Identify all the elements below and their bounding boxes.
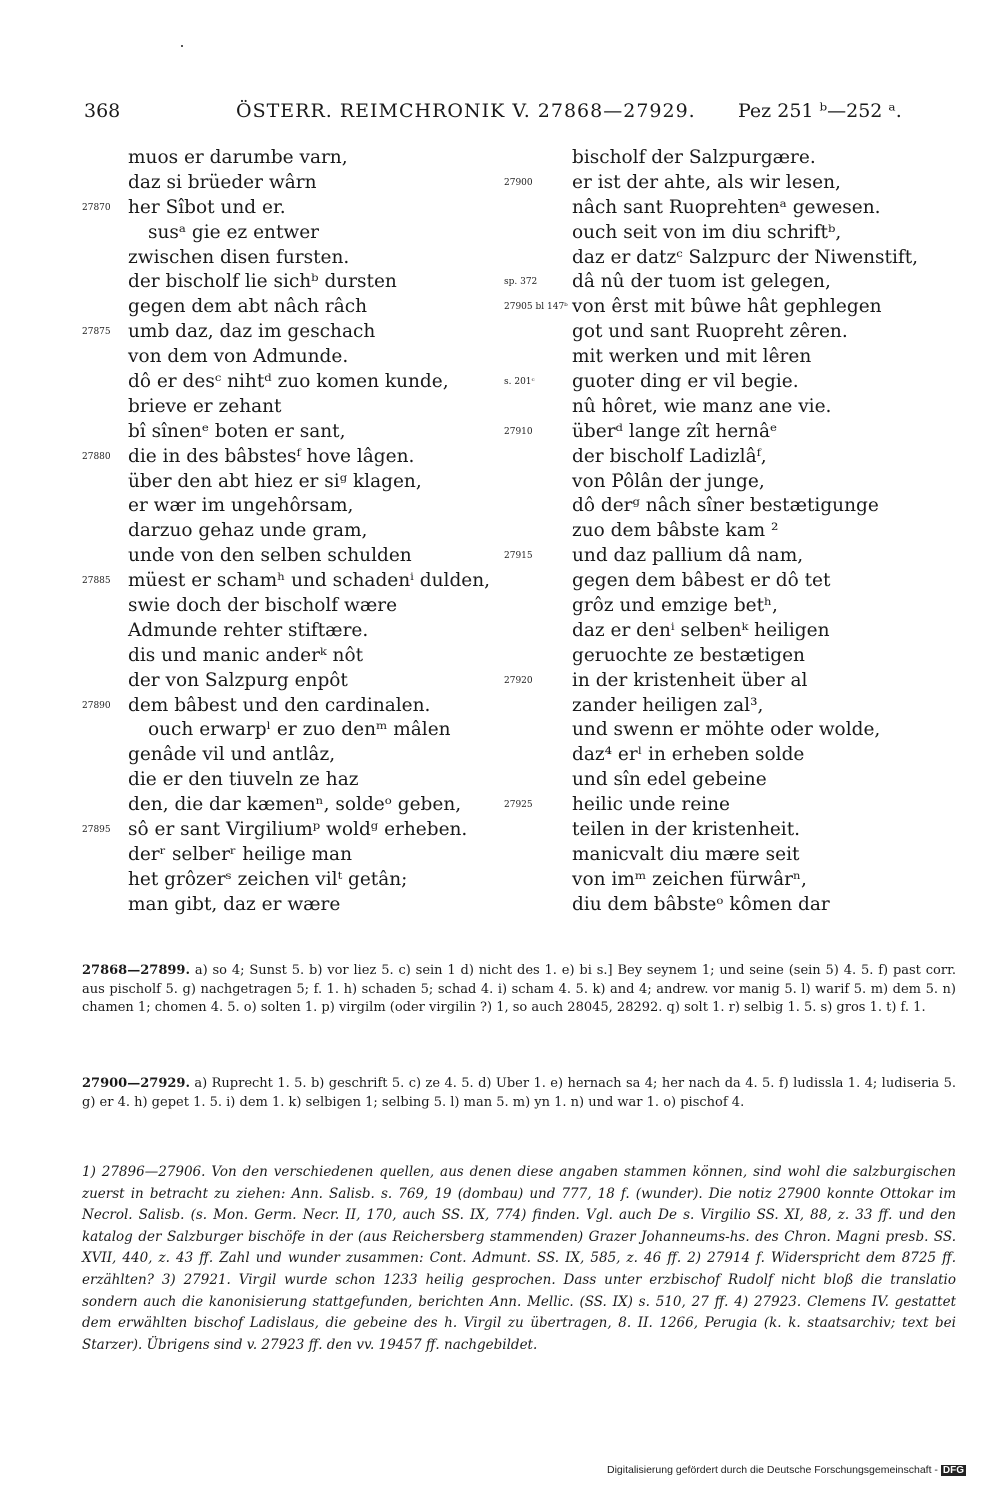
line-number: 27920 — [504, 675, 533, 686]
line-number: 27870 — [82, 202, 111, 213]
verse-line — [504, 569, 924, 594]
verse-line — [504, 196, 924, 221]
verse-line — [504, 619, 924, 644]
verse-line — [82, 893, 502, 918]
verse-text: und swenn er möhte oder wolde, — [572, 719, 881, 741]
verse-text: von imᵐ zeichen fürwârⁿ, — [572, 868, 807, 890]
apparatus-range: 27868—27899. — [82, 963, 190, 978]
verse-text: dô er desᶜ nihtᵈ zuo komen kunde, — [128, 371, 449, 393]
line-number: 27905 bl 147ᵇ — [504, 302, 568, 313]
verse-text: der bischolf lie sichᵇ dursten — [128, 271, 397, 293]
line-number: 27915 — [504, 551, 533, 562]
line-number: sp. 372 — [504, 277, 538, 288]
verse-text: Admunde rehter stiftære. — [128, 619, 369, 641]
verse-text: daz si brüeder wârn — [128, 171, 317, 193]
line-number: 27875 — [82, 327, 111, 338]
verse-line — [82, 818, 502, 843]
verse-text: zuo dem bâbste kam ² — [572, 520, 779, 542]
right-verse-column — [504, 146, 924, 918]
verse-line — [504, 768, 924, 793]
verse-line — [504, 868, 924, 893]
verse-line — [504, 445, 924, 470]
verse-line — [504, 146, 924, 171]
digitization-credit — [607, 1464, 966, 1476]
verse-line — [504, 644, 924, 669]
line-number: s. 201ᶜ — [504, 377, 535, 388]
verse-line — [82, 270, 502, 295]
verse-text: muos er darumbe varn, — [128, 147, 348, 168]
verse-line — [82, 793, 502, 818]
verse-line — [504, 171, 924, 196]
verse-text: der bischolf Ladizlâᶠ, — [572, 445, 767, 467]
verse-text: swie doch der bischolf wære — [128, 595, 398, 617]
verse-line — [504, 246, 924, 271]
verse-line — [504, 295, 924, 320]
verse-line — [504, 893, 924, 918]
verse-text: die er den tiuveln ze haz — [128, 769, 359, 791]
verse-text: derʳ selberʳ heilige man — [128, 843, 353, 865]
verse-line — [82, 718, 502, 743]
verse-line — [504, 594, 924, 619]
verse-text: grôz und emzige betʰ, — [572, 595, 778, 617]
verse-line — [82, 445, 502, 470]
verse-line — [82, 843, 502, 868]
verse-text: nû hôret, wie manz ane vie. — [572, 395, 832, 417]
verse-text: gegen dem abt nâch râch — [128, 296, 368, 318]
verse-text: manicvalt diu mære seit — [572, 843, 800, 865]
verse-text: daz⁴ erˡ in erheben solde — [572, 744, 805, 766]
verse-line — [82, 619, 502, 644]
verse-line — [82, 370, 502, 395]
verse-line — [82, 345, 502, 370]
verse-text: umb daz, daz im geschach — [128, 321, 376, 343]
verse-text: ouch seit von im diu schriftᵇ, — [572, 221, 842, 243]
verse-text: mit werken und mit lêren — [572, 346, 812, 368]
verse-line — [504, 519, 924, 544]
verse-line — [82, 320, 502, 345]
verse-line — [504, 544, 924, 569]
verse-line — [82, 196, 502, 221]
verse-text: in der kristenheit über al — [572, 669, 808, 691]
verse-line — [504, 818, 924, 843]
verse-line — [82, 544, 502, 569]
verse-text: dâ nû der tuom ist gelegen, — [572, 271, 831, 293]
verse-line — [82, 594, 502, 619]
verse-text: nâch sant Ruoprehtenᵃ gewesen. — [572, 196, 881, 218]
verse-text: von dem von Admunde. — [128, 346, 349, 368]
verse-line — [504, 793, 924, 818]
page-header — [84, 100, 924, 128]
verse-text: er wær im ungehôrsam, — [128, 495, 354, 517]
verse-line — [504, 743, 924, 768]
verse-text: her Sîbot und er. — [128, 196, 286, 218]
verse-line — [504, 470, 924, 495]
verse-text: von Pôlân der junge, — [572, 470, 765, 492]
verse-text: unde von den selben schulden — [128, 545, 412, 567]
verse-text: er ist der ahte, als wir lesen, — [572, 171, 841, 193]
verse-text: heilic unde reine — [572, 794, 730, 816]
verse-line — [504, 270, 924, 295]
verse-text: ouch erwarpˡ er zuo denᵐ mâlen — [148, 719, 451, 741]
verse-text: dis und manic anderᵏ nôt — [128, 644, 364, 666]
verse-line — [82, 246, 502, 271]
verse-line — [82, 644, 502, 669]
verse-text: bî sînenᵉ boten er sant, — [128, 420, 346, 442]
apparatus-text: a) Ruprecht 1. 5. b) geschrift 5. c) ze 4. 5. d) Uber 1. e) hernach sa 4; her nach da 4. 5. f) ludissla 1. 4; ludiseria 5. g) er 4. h) gepet 1. 5. i) dem 1. k) selbigen 1; selbing 5. l) man 5. m) yn 1. n) und war 1. o) pischof 4. — [82, 1076, 956, 1110]
verse-text: überᵈ lange zît hernâᵉ — [572, 420, 778, 442]
verse-text: diu dem bâbsteᵒ kômen dar — [572, 893, 830, 915]
verse-text: dem bâbest und den cardinalen. — [128, 694, 431, 716]
line-number: 27880 — [82, 451, 111, 462]
pez-reference: Pez 251 ᵇ—252 ᵃ. — [738, 100, 902, 122]
verse-line — [82, 146, 502, 171]
verse-line — [82, 569, 502, 594]
verse-line — [82, 395, 502, 420]
verse-line — [82, 694, 502, 719]
verse-line — [504, 370, 924, 395]
verse-text: het grôzerˢ zeichen vilᵗ getân; — [128, 868, 408, 890]
verse-line — [82, 743, 502, 768]
verse-line — [504, 494, 924, 519]
verse-line — [82, 669, 502, 694]
verse-text: man gibt, daz er wære — [128, 893, 341, 915]
verse-text: zander heiligen zal³, — [572, 694, 764, 716]
left-verse-column — [82, 146, 502, 918]
verse-line — [82, 420, 502, 445]
line-number: 27925 — [504, 800, 533, 811]
credit-text: Digitalisierung gefördert durch die Deutsche Forschungsgemeinschaft - — [607, 1464, 938, 1476]
verse-line — [504, 669, 924, 694]
verse-line — [504, 718, 924, 743]
verse-line — [504, 694, 924, 719]
verse-line — [504, 395, 924, 420]
speck — [181, 45, 183, 47]
dfg-logo: DFG — [942, 1465, 965, 1476]
verse-text: zwischen disen fursten. — [128, 246, 350, 268]
verse-line — [82, 470, 502, 495]
verse-text: und daz pallium dâ nam, — [572, 545, 804, 567]
verse-line — [504, 843, 924, 868]
verse-line — [82, 494, 502, 519]
verse-line — [82, 768, 502, 793]
verse-text: darzuo gehaz unde gram, — [128, 520, 368, 542]
verse-line — [82, 221, 502, 246]
verse-text: der von Salzpurg enpôt — [128, 669, 348, 691]
verse-text: teilen in der kristenheit. — [572, 819, 801, 841]
verse-text: gegen dem bâbest er dô tet — [572, 570, 831, 592]
running-title: ÖSTERR. REIMCHRONIK V. 27868—27929. — [236, 100, 696, 122]
apparatus-block-2 — [82, 1075, 956, 1112]
verse-text: den, die dar kæmenⁿ, soldeᵒ geben, — [128, 794, 462, 816]
verse-line — [504, 345, 924, 370]
verse-text: genâde vil und antlâz, — [128, 744, 336, 766]
line-number: 27900 — [504, 177, 533, 188]
verse-text: sô er sant Virgiliumᵖ woldᵍ erheben. — [128, 819, 468, 841]
verse-line — [82, 519, 502, 544]
footnotes: 1) 27896—27906. Von den verschiedenen quellen, aus denen diese angaben stammen können, sind wohl die salzburgischen zuerst in betracht zu ziehen: Ann. Salisb. s. 769, 19 (dombau) und 777, 18 f. (wunder). Die notiz 27900 konnte Ottokar im Necrol. Salisb. (s. Mon. Germ. Necr. II, 170, auch SS. IX, 774) finden. Vgl. auch De s. Virgilio SS. XI, 88, z. 33 ff. und den katalog der Salzburger bischöfe in der (aus Reichersberg stammenden) Grazer Johanneums-hs. des Chron. Magni presb. SS. XVII, 440, z. 43 ff. Zahl und wunder zusammen: Cont. Admunt. SS. IX, 585, z. 46 ff. 2) 27914 f. Widerspricht dem 8725 ff. erzählten? 3) 27921. Virgil wurde schon 1233 heilig gesprochen. Dass unter erzbischof Rudolf nicht bloß die translatio sondern auch die kanonisierung stattgefunden, berichten Ann. Mellic. (SS. IX) s. 510, 27 ff. 4) 27923. Clemens IV. gestattet dem erwählten bischof Ladislaus, die gebeine des h. Virgil zu übertragen, 8. II. 1266, Perugia (k. k. staatsarchiv; text bei Starzer). Übrigens sind v. 27923 ff. den vv. 19457 ff. nachgebildet. — [82, 1164, 956, 1353]
verse-text: von êrst mit bûwe hât gephlegen — [572, 296, 882, 318]
line-number: 27890 — [82, 700, 111, 711]
verse-text: dô derᵍ nâch sîner bestætigunge — [572, 495, 879, 517]
line-number: 27885 — [82, 576, 111, 587]
verse-text: daz er datzᶜ Salzpurc der Niwenstift, — [572, 246, 919, 268]
line-number: 27895 — [82, 825, 111, 836]
apparatus-range: 27900—27929. — [82, 1076, 190, 1091]
verse-text: guoter ding er vil begie. — [572, 371, 799, 393]
verse-line — [82, 171, 502, 196]
verse-line — [82, 295, 502, 320]
verse-text: und sîn edel gebeine — [572, 769, 767, 791]
verse-text: brieve er zehant — [128, 395, 282, 417]
apparatus-text: a) so 4; Sunst 5. b) vor liez 5. c) sein 1 d) nicht des 1. e) bi s.] Bey seynem 1; und seine (sein 5) 4. 5. f) past corr. aus pischolf 5. g) nachgetragen 5; f. 1. h) schaden 5; schad 4. i) scham 4. 5. k) and 4; andrew. vor manig 5. l) warif 5. m) dem 5. n) chamen 1; chomen 4. 5. o) solten 1. p) virgilm (oder virgilin ?) 1, so auch 28045, 28292. q) solt 1. r) selbig 1. 5. s) gros 1. t) f. 1. — [82, 963, 956, 1015]
verse-line — [504, 420, 924, 445]
verse-text: müest er schamʰ und schadenⁱ dulden, — [128, 570, 491, 592]
verse-line — [82, 868, 502, 893]
verse-text: geruochte ze bestætigen — [572, 644, 805, 666]
verse-text: über den abt hiez er siᵍ klagen, — [128, 470, 422, 492]
verse-text: susᵃ gie ez entwer — [148, 221, 320, 243]
verse-line — [504, 320, 924, 345]
verse-text: daz er denⁱ selbenᵏ heiligen — [572, 619, 830, 641]
apparatus-block-1 — [82, 962, 956, 1018]
verse-line — [504, 221, 924, 246]
line-number: 27910 — [504, 426, 533, 437]
verse-text: got und sant Ruopreht zêren. — [572, 321, 848, 343]
page-number: 368 — [84, 100, 121, 122]
verse-text: die in des bâbstesᶠ hove lâgen. — [128, 445, 415, 467]
verse-text: bischolf der Salzpurgære. — [572, 147, 816, 168]
